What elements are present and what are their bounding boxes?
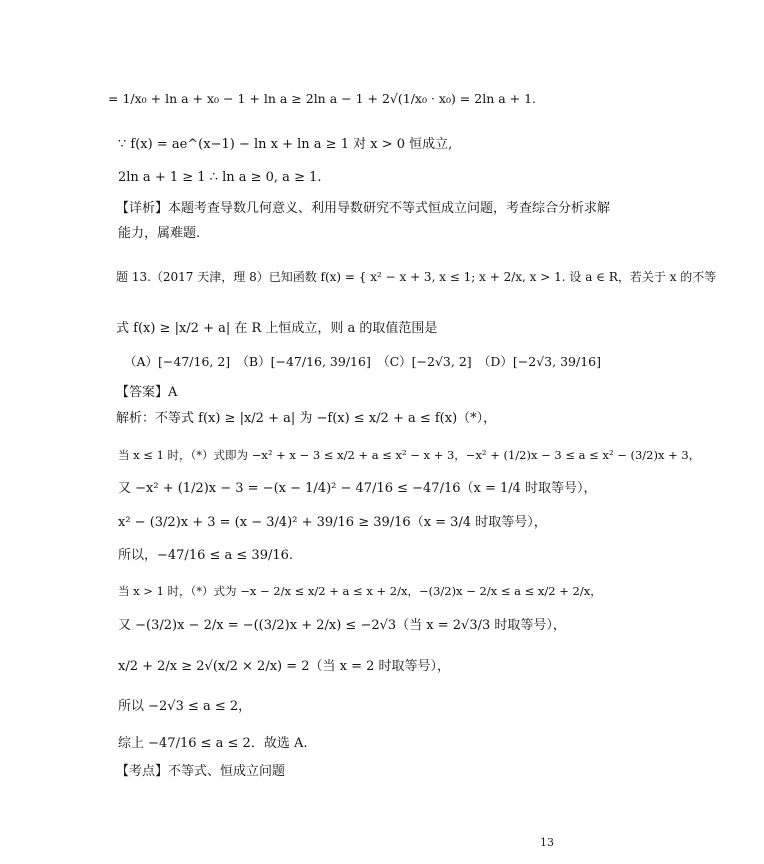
text-line: 【考点】不等式、恒成立问题: [116, 764, 286, 779]
text-line: 又 −x² + (1/2)x − 3 = −(x − 1/4)² − 47/16 ≤ −47/16（x = 1/4 时取等号），: [118, 481, 597, 496]
problem-heading: 题 13.（2017 天津，理 8）已知函数 f(x) = { x² − x + 3, x ≤ 1; x + 2/x, x > 1. 设 a ∈ R，若关于 x 的不等: [116, 270, 717, 284]
text-line: 能力，属难题.: [118, 226, 201, 241]
text-line: 又 −(3/2)x − 2/x = −((3/2)x + 2/x) ≤ −2√3（当 x = 2√3/3 时取等号），: [118, 618, 566, 633]
text-line: x/2 + 2/x ≥ 2√(x/2 × 2/x) = 2（当 x = 2 时取等号），: [118, 659, 451, 674]
text-line: 所以，−47/16 ≤ a ≤ 39/16.: [118, 548, 294, 563]
page-number: 13: [540, 836, 554, 849]
text-line: 式 f(x) ≥ |x/2 + a| 在 R 上恒成立，则 a 的取值范围是: [116, 321, 438, 336]
text-line: 当 x > 1 时，（*）式为 −x − 2/x ≤ x/2 + a ≤ x + 2/x，−(3/2)x − 2/x ≤ a ≤ x/2 + 2/x，: [118, 584, 602, 598]
text-line: 所以 −2√3 ≤ a ≤ 2，: [118, 699, 252, 714]
text-line: x² − (3/2)x + 3 = (x − 3/4)² + 39/16 ≥ 39/16（x = 3/4 时取等号），: [118, 515, 547, 530]
text-line: 当 x ≤ 1 时，（*）式即为 −x² + x − 3 ≤ x/2 + a ≤ x² − x + 3，−x² + (1/2)x − 3 ≤ a ≤ x² − (3/2)x + 3，: [118, 448, 701, 462]
answer-choices: （A）[−47/16, 2] （B）[−47/16, 39/16] （C）[−2√3, 2] （D）[−2√3, 39/16]: [124, 354, 601, 369]
text-line: 2ln a + 1 ≥ 1 ∴ ln a ≥ 0, a ≥ 1.: [118, 170, 322, 185]
text-line: ∵ f(x) = ae^(x−1) − ln x + ln a ≥ 1 对 x > 0 恒成立,: [118, 137, 453, 152]
text-line: = 1/x₀ + ln a + x₀ − 1 + ln a ≥ 2ln a − 1 + 2√(1/x₀ · x₀) = 2ln a + 1.: [108, 91, 537, 106]
text-line: 解析：不等式 f(x) ≥ |x/2 + a| 为 −f(x) ≤ x/2 + a ≤ f(x)（*），: [116, 411, 497, 426]
text-line: 【详析】本题考查导数几何意义、利用导数研究不等式恒成立问题，考查综合分析求解: [116, 201, 611, 216]
text-line: 综上 −47/16 ≤ a ≤ 2．故选 A.: [118, 736, 308, 751]
answer-label: 【答案】A: [116, 385, 178, 400]
